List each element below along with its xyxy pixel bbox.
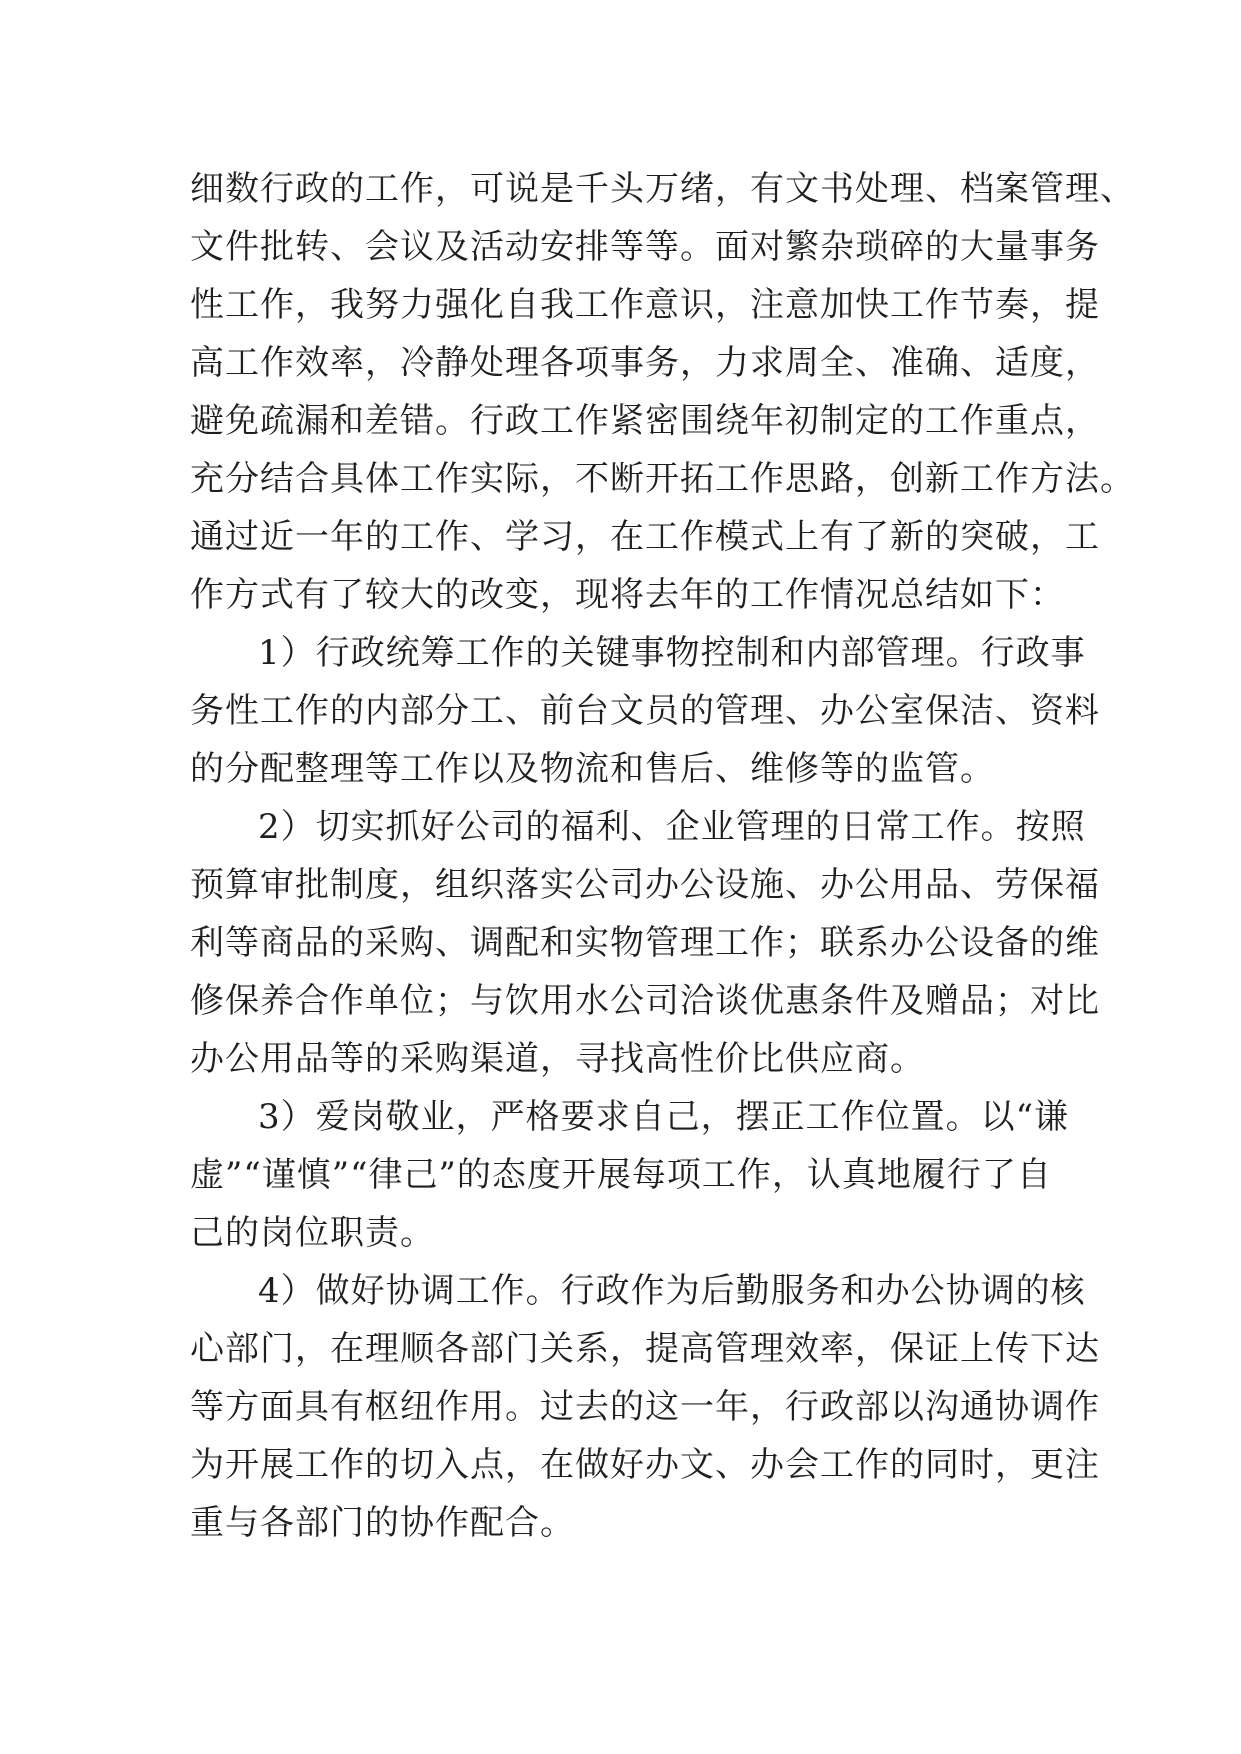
paragraph-3-start: 3）爱岗敬业，严格要求自己，摆正工作位置。以“谦: [258, 1097, 1070, 1137]
text-line: 己的岗位职责。: [190, 1213, 435, 1253]
text-line: 避免疏漏和差错。行政工作紧密围绕年初制定的工作重点，: [190, 401, 1100, 441]
text-line: 为开展工作的切入点，在做好办文、办会工作的同时，更注: [190, 1445, 1100, 1485]
body-text: [190, 160, 1135, 1552]
paragraph-1-start: 1）行政统筹工作的关键事物控制和内部管理。行政事: [258, 633, 1086, 673]
text-line: 务性工作的内部分工、前台文员的管理、办公室保洁、资料: [190, 691, 1100, 731]
text-line: 通过近一年的工作、学习，在工作模式上有了新的突破，工: [190, 517, 1100, 557]
text-line: 文件批转、会议及活动安排等等。面对繁杂琐碎的大量事务: [190, 227, 1100, 267]
text-line: 重与各部门的协作配合。: [190, 1503, 575, 1543]
text-line: 办公用品等的采购渠道，寻找高性价比供应商。: [190, 1039, 925, 1079]
text-line: 充分结合具体工作实际，不断开拓工作思路，创新工作方法。: [190, 459, 1135, 499]
text-line: 细数行政的工作，可说是千头万绪，有文书处理、档案管理、: [190, 169, 1135, 209]
paragraph-4-start: 4）做好协调工作。行政作为后勤服务和办公协调的核: [258, 1271, 1086, 1311]
text-line: 利等商品的采购、调配和实物管理工作；联系办公设备的维: [190, 923, 1100, 963]
text-line: 心部门，在理顺各部门关系，提高管理效率，保证上传下达: [190, 1329, 1100, 1369]
paragraph-2-start: 2）切实抓好公司的福利、企业管理的日常工作。按照: [258, 807, 1086, 847]
text-line: 高工作效率，冷静处理各项事务，力求周全、准确、适度，: [190, 343, 1100, 383]
text-line: 的分配整理等工作以及物流和售后、维修等的监管。: [190, 749, 995, 789]
text-line: 预算审批制度，组织落实公司办公设施、办公用品、劳保福: [190, 865, 1100, 905]
text-line: 修保养合作单位；与饮用水公司洽谈优惠条件及赠品；对比: [190, 981, 1100, 1021]
text-line: 性工作，我努力强化自我工作意识，注意加快工作节奏，提: [190, 285, 1100, 325]
text-line: 作方式有了较大的改变，现将去年的工作情况总结如下：: [190, 575, 1065, 615]
text-line: 等方面具有枢纽作用。过去的这一年，行政部以沟通协调作: [190, 1387, 1100, 1427]
text-line: 虚”“谨慎”“律己”的态度开展每项工作，认真地履行了自: [190, 1155, 1052, 1195]
